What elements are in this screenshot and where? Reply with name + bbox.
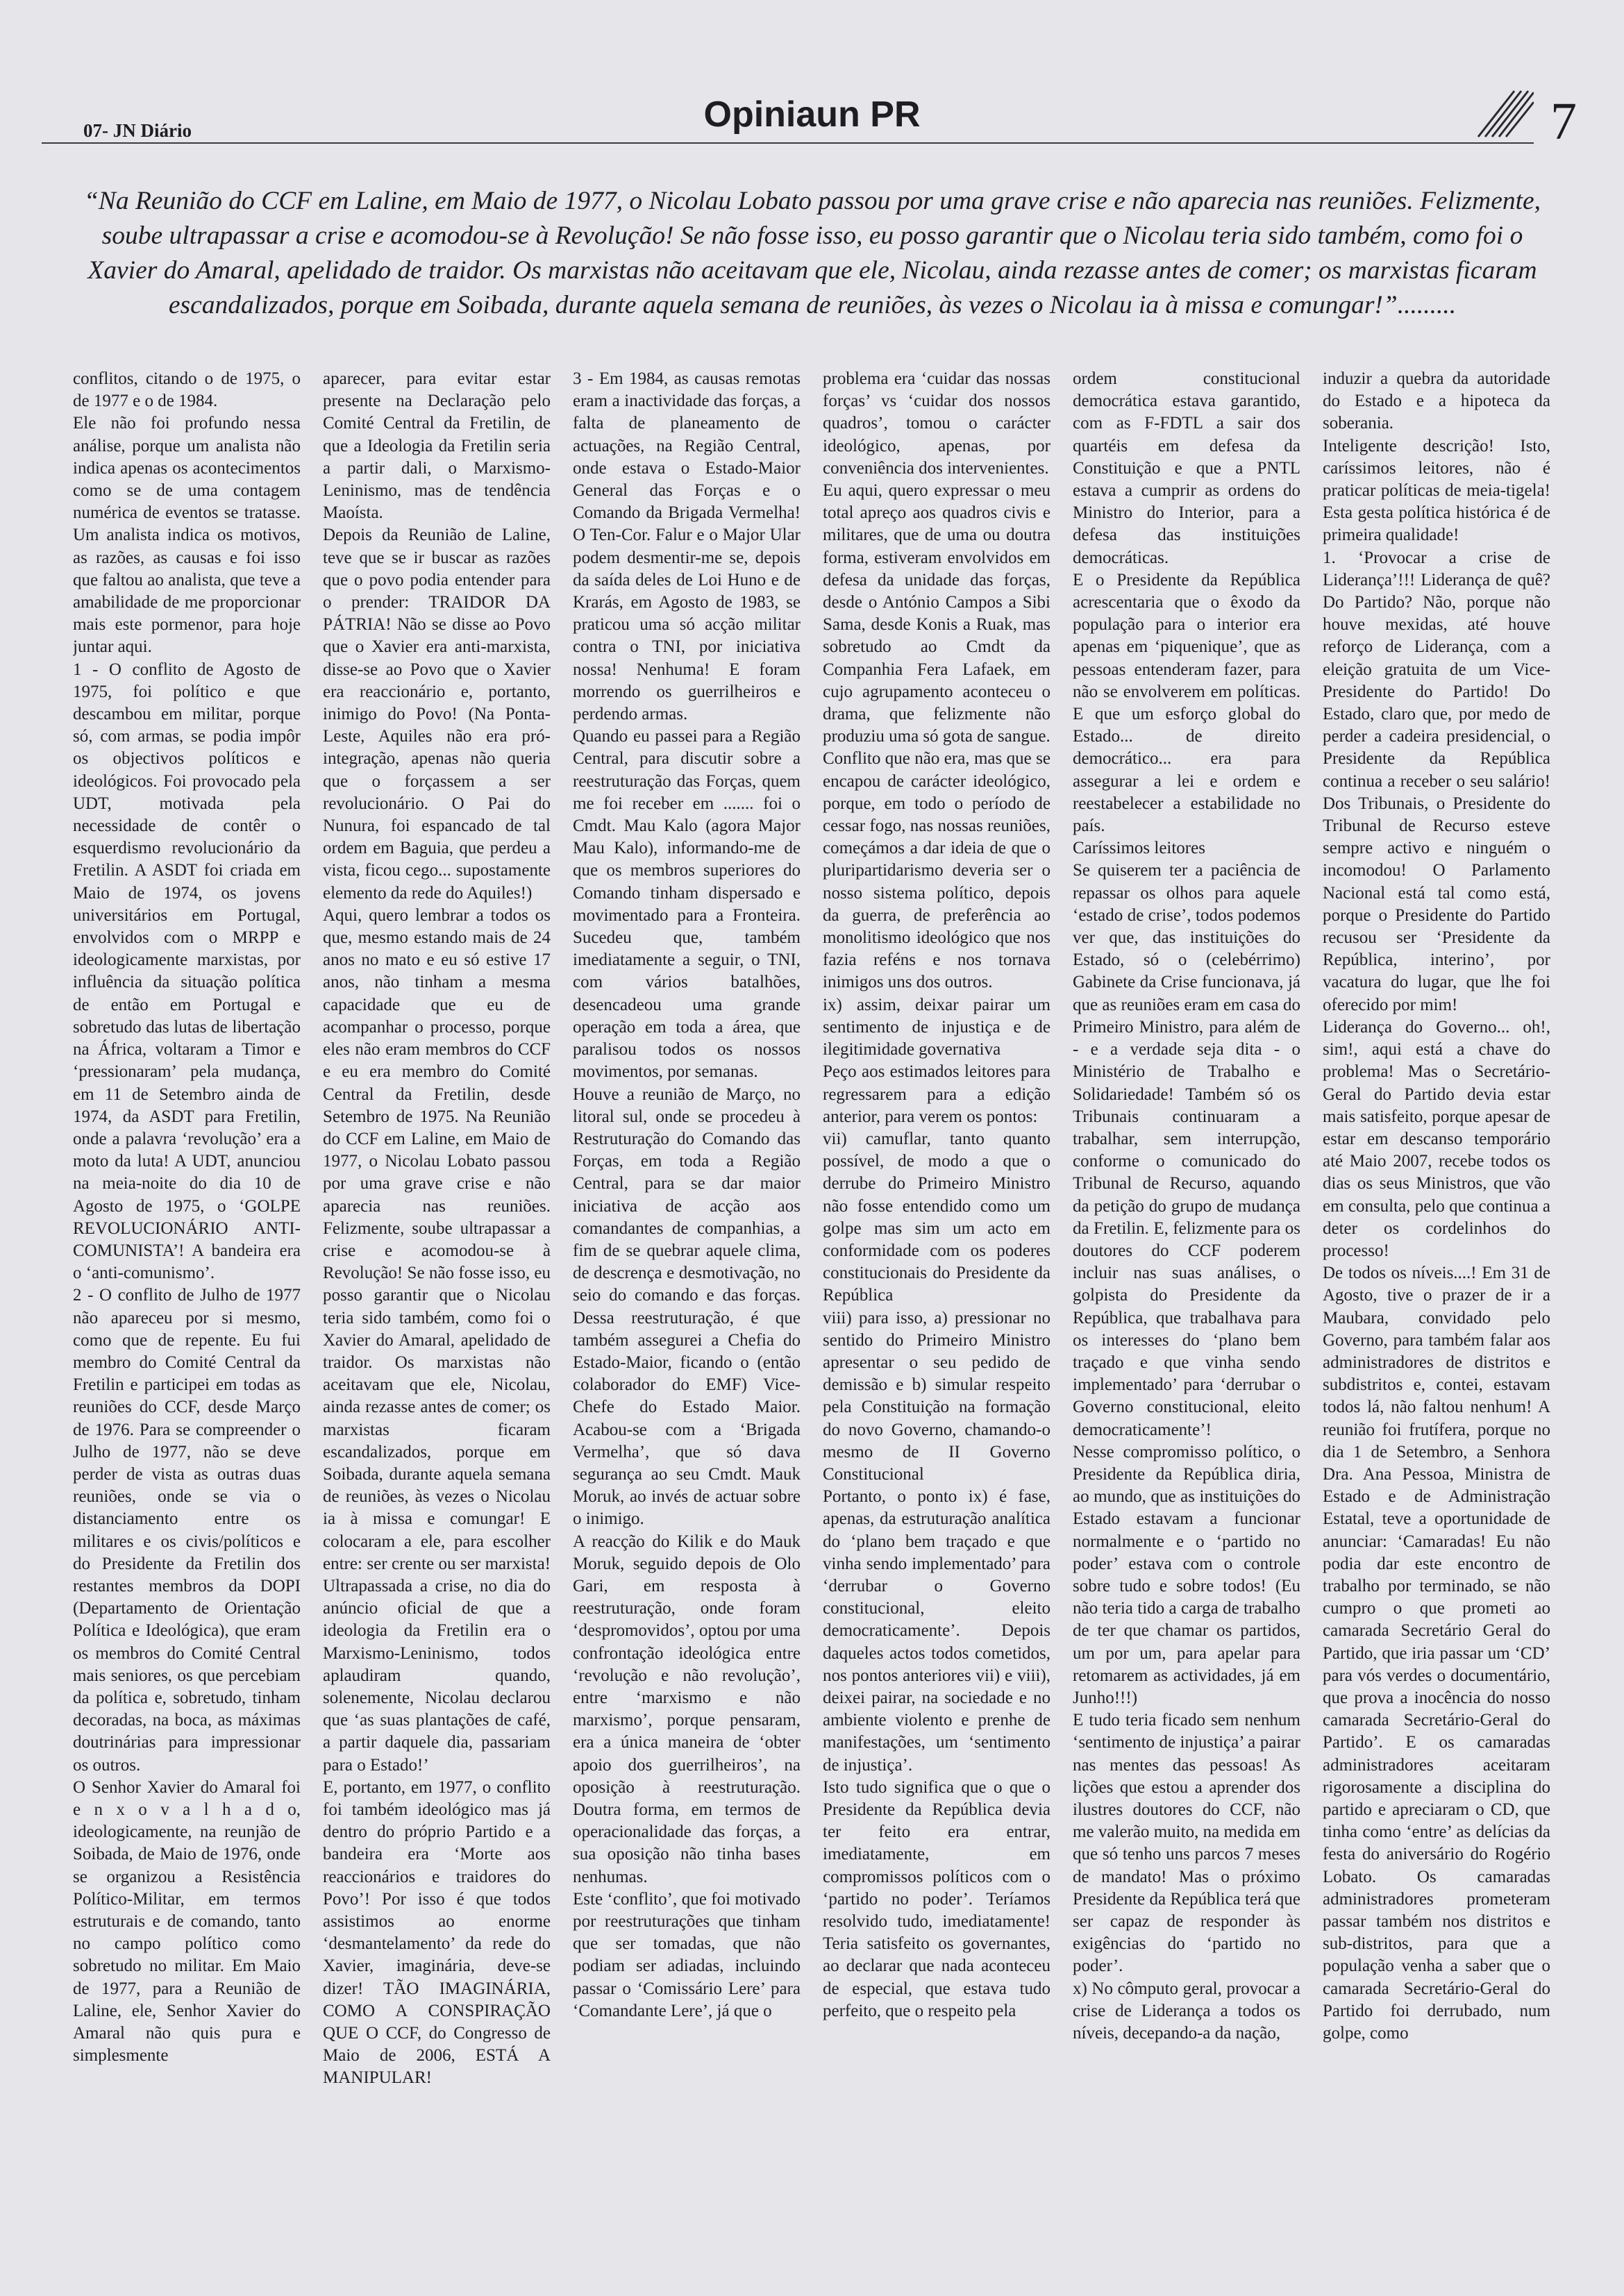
paragraph: problema era ‘cuidar das nossas forças’ vs ‘cuidar dos nossos quadros’, tomou o carácter ideológico, apenas, por conveniência dos intervenientes.	[823, 369, 1050, 478]
article-column-6	[1323, 368, 1550, 2256]
paragraph: ordem constitucional democrática estava garantido, com as F-FDTL a sair dos quartéis em defesa da Constituição e que a PNTL estava a cumprir as ordens do Ministro do Interior, para a defesa das instituições democráticas.	[1073, 369, 1300, 567]
paragraph: 3 - Em 1984, as causas remotas eram a inactividade das forças, a falta de planeamento de actuações, na Região Central, onde estava o Estado-Maior General das Forças e o Comando da Brigada Vermelha! O Ten-Cor. Falur e o Major Ular podem desmentir-me se, depois da saída deles de Loi Huno e de Krarás, em Agosto de 1983, se praticou uma só acção militar contra o TNI, por iniciativa nossa! Nenhuma! E foram morrendo os guerrilheiros e perdendo armas.	[573, 369, 801, 724]
paragraph: Liderança do Governo... oh!, sim!, aqui está a chave do problema! Mas o Secretário-Geral do Partido devia estar mais satisfeito, porque apesar de estar em descanso temporário até Maio 2007, recebe todos os dias os seus Ministros, que vão em consulta, pelo que continua a deter os cordelinhos do processo!	[1323, 1017, 1550, 1260]
paragraph: x) No cômputo geral, provocar a crise de Liderança a todos os níveis, decepando-a da nação,	[1073, 1979, 1300, 2043]
paragraph: Aqui, quero lembrar a todos os que, mesmo estando mais de 24 anos no mato e eu só estive 17 anos, não tinham a mesma capacidade que eu de acompanhar o processo, porque eles não eram membros do CCF e eu era membro do Comité Central da Fretilin, desde Setembro de 1975. Na Reunião do CCF em Laline, em Maio de 1977, o Nicolau Lobato passou por uma grave crise e não aparecia nas reuniões. Felizmente, soube ultrapassar a crise e acomodou-se à Revolução! Se não fosse isso, eu posso garantir que o Nicolau teria sido também, como foi o Xavier do Amaral, apelidado de traidor. Os marxistas não aceitavam que ele, Nicolau, ainda rezasse antes de comer; os marxistas ficaram escandalizados, porque em Soibada, durante aquela semana de reuniões, às vezes o Nicolau ia à missa e comungar! E colocaram a ele, para escolher entre: ser crente ou ser marxista! Ultrapassada a crise, no dia do anúncio oficial de que a ideologia da Fretilin era o Marxismo-Leninismo, todos aplaudiram quando, solenemente, Nicolau declarou que ‘as suas plantações de café, a partir daquele dia, passariam para o Estado!’	[323, 905, 551, 1775]
paragraph: Inteligente descrição! Isto, caríssimos leitores, não é praticar políticas de meia-tigela! Esta gesta política histórica é de primeira qualidade!	[1323, 436, 1550, 545]
pull-quote: “Na Reunião do CCF em Laline, em Maio de 1977, o Nicolau Lobato passou por uma grave crise e não aparecia nas reuniões. Felizmente, soube ultrapassar a crise e acomodou-se à Revolução! Se não fosse isso, eu posso garantir que o Nicolau teria sido também, como foi o Xavier do Amaral, apelidado de traidor. Os marxistas não aceitavam que ele, Nicolau, ainda rezasse antes de comer; os marxistas ficaram escandalizados, porque em Soibada, durante aquela semana de reuniões, às vezes o Nicolau ia à missa e comungar!”.........	[83, 187, 1541, 319]
paragraph: 1 - O conflito de Agosto de 1975, foi político e que descambou em militar, porque só, com armas, se podia impôr os objectivos políticos e ideológicos. Foi provocado pela UDT, motivada pela necessidade de contêr o esquerdismo revolucionário da Fretilin. A ASDT foi criada em Maio de 1974, os jovens universitários em Portugal, envolvidos com o MRPP e ideologicamente marxistas, por influência da situação política de então em Portugal e sobretudo das lutas de libertação na África, voltaram a Timor e ‘pressionaram’ pela mudança, em 11 de Setembro ainda de 1974, da ASDT para Fretilin, onde a palavra ‘revolução’ era a moto da luta! A UDT, anunciou na meia-noite do dia 10 de Agosto de 1975, o ‘GOLPE REVOLUCIONÁRIO ANTI-COMUNISTA’! A bandeira era o ‘anti-comunismo’.	[73, 660, 301, 1283]
paragraph: Depois da Reunião de Laline, teve que se ir buscar as razões que o povo podia entender para o prender: TRAIDOR DA PÁTRIA! Não se disse ao Povo que o Xavier era anti-marxista, disse-se ao Povo que o Xavier era reaccionário e, portanto, inimigo do Povo! (Na Ponta-Leste, Aquiles não era pró-integração, apenas não queria que o forçassem a ser revolucionário. O Pai do Nunura, foi espancado de tal ordem em Baguia, que perdeu a vista, ficou cego... supostamente elemento da rede do Aquiles!)	[323, 526, 551, 903]
paragraph: Quando eu passei para a Região Central, para discutir sobre a reestruturação das Forças, quem me foi receber em ....... foi o Cmdt. Mau Kalo (agora Major Mau Kalo), informando-me de que os membros superiores do Comando tinham dispersado e movimentado para a Fronteira. Sucedeu que, também imediatamente a seguir, o TNI, com vários batalhões, desencadeou uma grande operação em toda a área, que paralisou todos os nossos movimentos, por semanas.	[573, 727, 801, 1082]
hatch-logo-icon	[1471, 87, 1534, 142]
paragraph: Este ‘conflito’, que foi motivado por reestruturações que tinham que ser tomadas, que não podiam ser adiadas, incluindo passar o ‘Comissário Lere’ para ‘Comandante Lere’, já que o	[573, 1889, 801, 2020]
section-title: Opiniaun PR	[703, 94, 921, 135]
paragraph: ix) assim, deixar pairar um sentimento de injustiça e de ilegitimidade governativa	[823, 995, 1050, 1059]
paragraph: Se quiserem ter a paciência de repassar os olhos para aquele ‘estado de crise’, todos podemos ver que, das instituições do Estado, só o (celebérrimo) Gabinete da Crise funcionava, já que as reuniões eram em casa do Primeiro Ministro, para além de - e a verdade seja dita - o Ministério de Trabalho e Solidariedade! Também só os Tribunais continuaram a trabalhar, sem interrupção, conforme o comunicado do Tribunal de Recurso, aquando da petição do grupo de mudança da Fretilin. E, felizmente para os doutores do CCF poderem incluir nas suas análises, o golpista do Presidente da República, que trabalhava para os interesses do ‘plano bem traçado e que vinha sendo implementado’ para ‘derrubar o Governo constitucional, eleito democraticamente’!	[1073, 861, 1300, 1439]
paragraph: Ele não foi profundo nessa análise, porque um analista não indica apenas os acontecimentos como se de uma contagem numérica de eventos se tratasse. Um analista indica os motivos, as razões, as causas e foi isso que faltou ao analista, que teve a amabilidade de me proporcionar mais este pormenor, para hoje juntar aqui.	[73, 414, 301, 657]
paragraph: vii) camuflar, tanto quanto possível, de modo a que o derrube do Primeiro Ministro não fosse entendido como um golpe mas sim um acto em conformidade com os poderes constitucionais do Presidente da República	[823, 1129, 1050, 1305]
paragraph: Houve a reunião de Março, no litoral sul, onde se procedeu à Restruturação do Comando das Forças, em toda a Região Central, para se dar maior iniciativa de acção aos comandantes de companhias, a fim de se quebrar aquele clima, de descrença e desmotivação, no seio do comando e das forças. Dessa reestruturação, é que também assegurei a Chefia do Estado-Maior, ficando o (então colaborador do EMF) Vice-Chefe do Estado Maior. Acabou-se com a ‘Brigada Vermelha’, que só dava segurança ao seu Cmdt. Mauk Moruk, ao invés de actuar sobre o inimigo.	[573, 1084, 801, 1529]
paragraph: A reacção do Kilik e do Mauk Moruk, seguido depois de Olo Gari, em resposta à reestruturação, onde foram ‘despromovidos’, optou por uma confrontação ideológica entre ‘revolução e não revolução’, entre ‘marxismo e não marxismo’, porque pensaram, era a única maneira de ‘obter apoio dos guerrilheiros’, na oposição à reestruturação. Doutra forma, em termos de operacionalidade das forças, a sua oposição não tinha bases nenhumas.	[573, 1532, 801, 1886]
paragraph: Nesse compromisso político, o Presidente da República diria, ao mundo, que as instituições do Estado estavam a funcionar normalmente e o ‘partido no poder’ estava com o controle sobre tudo e sobre todos! (Eu não teria tido a carga de trabalho de ter que chamar os partidos, um por um, para apelar para retomarem as actividades, já em Junho!!!)	[1073, 1442, 1300, 1707]
paragraph: aparecer, para evitar estar presente na Declaração pelo Comité Central da Fretilin, de que a Ideologia da Fretilin seria a partir dali, o Marxismo-Leninismo, mas de tendência Maoísta.	[323, 369, 551, 523]
paragraph: Portanto, o ponto ix) é fase, apenas, da estruturação analítica do ‘plano bem traçado e que vinha sendo implementado’ para ‘derrubar o Governo constitucional, eleito democraticamente’. Depois daqueles actos todos cometidos, nos pontos anteriores vii) e viii), deixei pairar, na sociedade e no ambiente violento e prenhe de manifestações, um ‘sentimento de injustiça’.	[823, 1487, 1050, 1775]
article-column-5	[1073, 368, 1300, 2256]
article-columns	[73, 368, 1550, 2256]
paragraph: 2 - O conflito de Julho de 1977 não apareceu por si mesmo, como que de repente. Eu fui membro do Comité Central da Fretilin e participei em todas as reuniões do CCF, desde Março de 1976. Para se compreender o Julho de 1977, não se deve perder de vista as outras duas reuniões, onde se via o distanciamento entre os militares e os civis/políticos e do Presidente da Fretilin dos restantes membros da DOPI (Departamento de Orientação Política e Ideológica), que eram os membros do Comité Central mais seniores, os que percebiam da política e, sobretudo, tinham decoradas, na boca, as máximas doutrinárias para impressionar os outros.	[73, 1286, 301, 1775]
paragraph: induzir a quebra da autoridade do Estado e a hipoteca da soberania.	[1323, 369, 1550, 433]
paragraph: E o Presidente da República acrescentaria que o êxodo da população para o interior era apenas em ‘piquenique’, que as pessoas entenderam fazer, para não se envolverem em políticas. E que um esforço global do Estado... de direito democrático... era para assegurar a lei e ordem e reestabelecer a estabilidade no país.	[1073, 570, 1300, 836]
page-header	[42, 94, 1582, 149]
article-column-4	[823, 368, 1050, 2256]
paragraph: O Senhor Xavier do Amaral foi e n x o v a l h a d o, ideologicamente, na reunjão de Soibada, de Maio de 1976, onde se organizou a Resistência Político-Militar, em termos estruturais e de comando, tanto no campo político como sobretudo no militar. Em Maio de 1977, para a Reunião de Laline, ele, Senhor Xavier do Amaral não quis pura e simplesmente	[73, 1777, 301, 2065]
header-rule	[42, 142, 1534, 144]
paragraph: viii) para isso, a) pressionar no sentido do Primeiro Ministro apresentar o seu pedido de demissão e b) simular respeito pela Constituição na formação do novo Governo, chamando-o mesmo de II Governo Constitucional	[823, 1308, 1050, 1484]
paragraph: E tudo teria ficado sem nenhum ‘sentimento de injustiça’ a pairar nas mentes das pessoas! As lições que estou a aprender dos ilustres doutores do CCF, não me valerão muito, na medida em que só tenho uns parcos 7 meses de mandato! Mas o próximo Presidente da República terá que ser capaz de responder às exigências do ‘partido no poder’.	[1073, 1711, 1300, 1976]
paragraph: E, portanto, em 1977, o conflito foi também ideológico mas já dentro do próprio Partido e a bandeira era ‘Morte aos reaccionários e traidores do Povo’! Por isso é que todos assistimos ao enorme ‘desmantelamento’ da rede do Xavier, imaginária, deve-se dizer! TÃO IMAGINÁRIA, COMO A CONSPIRAÇÃO QUE O CCF, do Congresso de Maio de 2006, ESTÁ A MANIPULAR!	[323, 1777, 551, 2088]
article-column-3	[573, 368, 801, 2256]
paragraph: De todos os níveis....! Em 31 de Agosto, tive o prazer de ir a Maubara, convidado pelo Governo, para também falar aos administradores de distritos e subdistritos e, contei, estavam todos lá, não faltou nenhum! A reunião foi frutífera, porque no dia 1 de Setembro, a Senhora Dra. Ana Pessoa, Ministra de Estado e de Administração Estatal, teve a oportunidade de anunciar: ‘Camaradas! Eu não podia dar este encontro de trabalho por terminado, se não cumpro o que prometi ao camarada Secretário Geral do Partido, que iria passar um ‘CD’ para vós verdes o documentário, que prova a inocência do nosso camarada Secretário-Geral do Partido’. E os camaradas administradores aceitaram rigorosamente a disciplina do partido e apreciaram o CD, que tinha como ‘entre’ as delícias da festa do aniversário do Rogério Lobato. Os camaradas administradores prometeram passar também nos distritos e sub-distritos, para que a população venha a saber que o camarada Secretário-Geral do Partido foi derrubado, num golpe, como	[1323, 1264, 1550, 2043]
paragraph: 1. ‘Provocar a crise de Liderança’!!! Liderança de quê? Do Partido? Não, porque não houve mexidas, até houve reforço de Liderança, com a eleição gratuita de um Vice-Presidente do Partido! Do Estado, claro que, por medo de perder a cadeira presidencial, o Presidente da República continua a receber o seu salário! Dos Tribunais, o Presidente do Tribunal de Recurso esteve sempre activo e ninguém o incomodou! O Parlamento Nacional está tal como está, porque o Presidente do Partido recusou ser ‘Presidente da República, interino’, por vacatura do lugar, que lhe foi oferecido por mim!	[1323, 548, 1550, 1014]
paragraph: Conflito que não era, mas que se encapou de carácter ideológico, porque, em todo o período de cessar fogo, nas nossas reuniões, começámos a dar ideia de que o pluripartidarismo deveria ser o nosso sistema político, depois da guerra, de preferência ao monolitismo ideológico que nos fazia reféns e nos tornava inimigos uns dos outros.	[823, 749, 1050, 992]
page-number: 7	[1550, 92, 1577, 151]
paragraph: conflitos, citando o de 1975, o de 1977 e o de 1984.	[73, 369, 301, 411]
paragraph: Eu aqui, quero expressar o meu total apreço aos quadros civis e militares, que de uma ou doutra forma, estiveram envolvidos em defesa da unidade das forças, desde o António Campos a Sibi Sama, desde Konis a Ruak, mas sobretudo ao Cmdt da Companhia Fera Lafaek, em cujo agrupamento aconteceu o drama, que felizmente não produziu uma só gota de sangue.	[823, 481, 1050, 746]
article-column-1	[73, 368, 301, 2256]
paragraph: Caríssimos leitores	[1073, 839, 1205, 858]
paragraph: Isto tudo significa que o que o Presidente da República devia ter feito era entrar, imediatamente, em compromissos políticos com o ‘partido no poder’. Teríamos resolvido tudo, imediatamente! Teria satisfeito os governantes, ao declarar que nada aconteceu de especial, que estava tudo perfeito, que o respeito pela	[823, 1777, 1050, 2020]
page-reference: 07- JN Diário	[83, 120, 192, 141]
article-column-2	[323, 368, 551, 2256]
paragraph: Peço aos estimados leitores para regressarem para a edição anterior, para verem os pontos:	[823, 1062, 1050, 1126]
